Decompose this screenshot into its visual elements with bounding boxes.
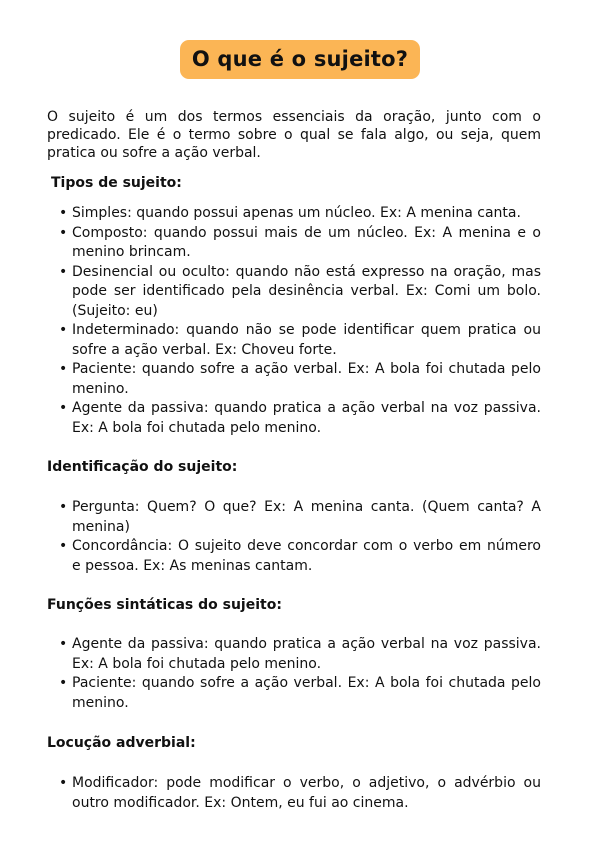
- section-heading-identificacao: Identificação do sujeito:: [47, 459, 238, 475]
- list-funcoes: [47, 635, 541, 713]
- bullet-icon: •: [59, 499, 68, 515]
- bullet-icon: •: [59, 675, 68, 691]
- list-tipos: [47, 204, 541, 438]
- bullet-icon: •: [59, 538, 68, 554]
- list-identificacao: [47, 498, 541, 576]
- section-heading-locucao: Locução adverbial:: [47, 735, 196, 751]
- list-item: • Indeterminado: quando não se pode identificar quem pratica ou sofre a ação verbal. Ex: Choveu forte.: [59, 322, 541, 358]
- intro-paragraph: O sujeito é um dos termos essenciais da oração, junto com o predicado. Ele é o termo sobre o qual se fala algo, ou seja, quem pratica ou sofre a ação verbal.: [47, 109, 541, 161]
- page-title: O que é o sujeito?: [180, 40, 420, 79]
- list-item: • Modificador: pode modificar o verbo, o adjetivo, o advérbio ou outro modificador. Ex: Ontem, eu fui ao cinema.: [59, 775, 541, 811]
- list-locucao: [47, 774, 541, 813]
- list-item: • Desinencial ou oculto: quando não está expresso na oração, mas pode ser identificado pela desinência verbal. Ex: Comi um bolo. (Sujeito: eu): [59, 263, 541, 319]
- bullet-icon: •: [59, 205, 68, 221]
- bullet-icon: •: [59, 400, 68, 416]
- bullet-icon: •: [59, 322, 68, 338]
- bullet-icon: •: [59, 263, 68, 280]
- list-item: • Concordância: O sujeito deve concordar com o verbo em número e pessoa. Ex: As meninas cantam.: [59, 538, 541, 574]
- section-heading-funcoes: Funções sintáticas do sujeito:: [47, 597, 282, 613]
- section-heading-tipos: Tipos de sujeito:: [51, 175, 182, 191]
- list-item: • Paciente: quando sofre a ação verbal. Ex: A bola foi chutada pelo menino.: [59, 361, 541, 397]
- title-container: [0, 40, 600, 79]
- list-item: • Composto: quando possui mais de um núcleo. Ex: A menina e o menino brincam.: [59, 224, 541, 260]
- list-item: • Paciente: quando sofre a ação verbal. Ex: A bola foi chutada pelo menino.: [59, 675, 541, 711]
- list-item: • Agente da passiva: quando pratica a ação verbal na voz passiva. Ex: A bola foi chutada pelo menino.: [59, 400, 541, 436]
- bullet-icon: •: [59, 775, 68, 791]
- list-item: • Pergunta: Quem? O que? Ex: A menina canta. (Quem canta? A menina): [59, 499, 541, 535]
- list-item: • Agente da passiva: quando pratica a ação verbal na voz passiva. Ex: A bola foi chutada pelo menino.: [59, 636, 541, 672]
- bullet-icon: •: [59, 361, 68, 377]
- bullet-icon: •: [59, 224, 68, 241]
- list-item: • Simples: quando possui apenas um núcleo. Ex: A menina canta.: [47, 204, 541, 224]
- bullet-icon: •: [59, 636, 68, 652]
